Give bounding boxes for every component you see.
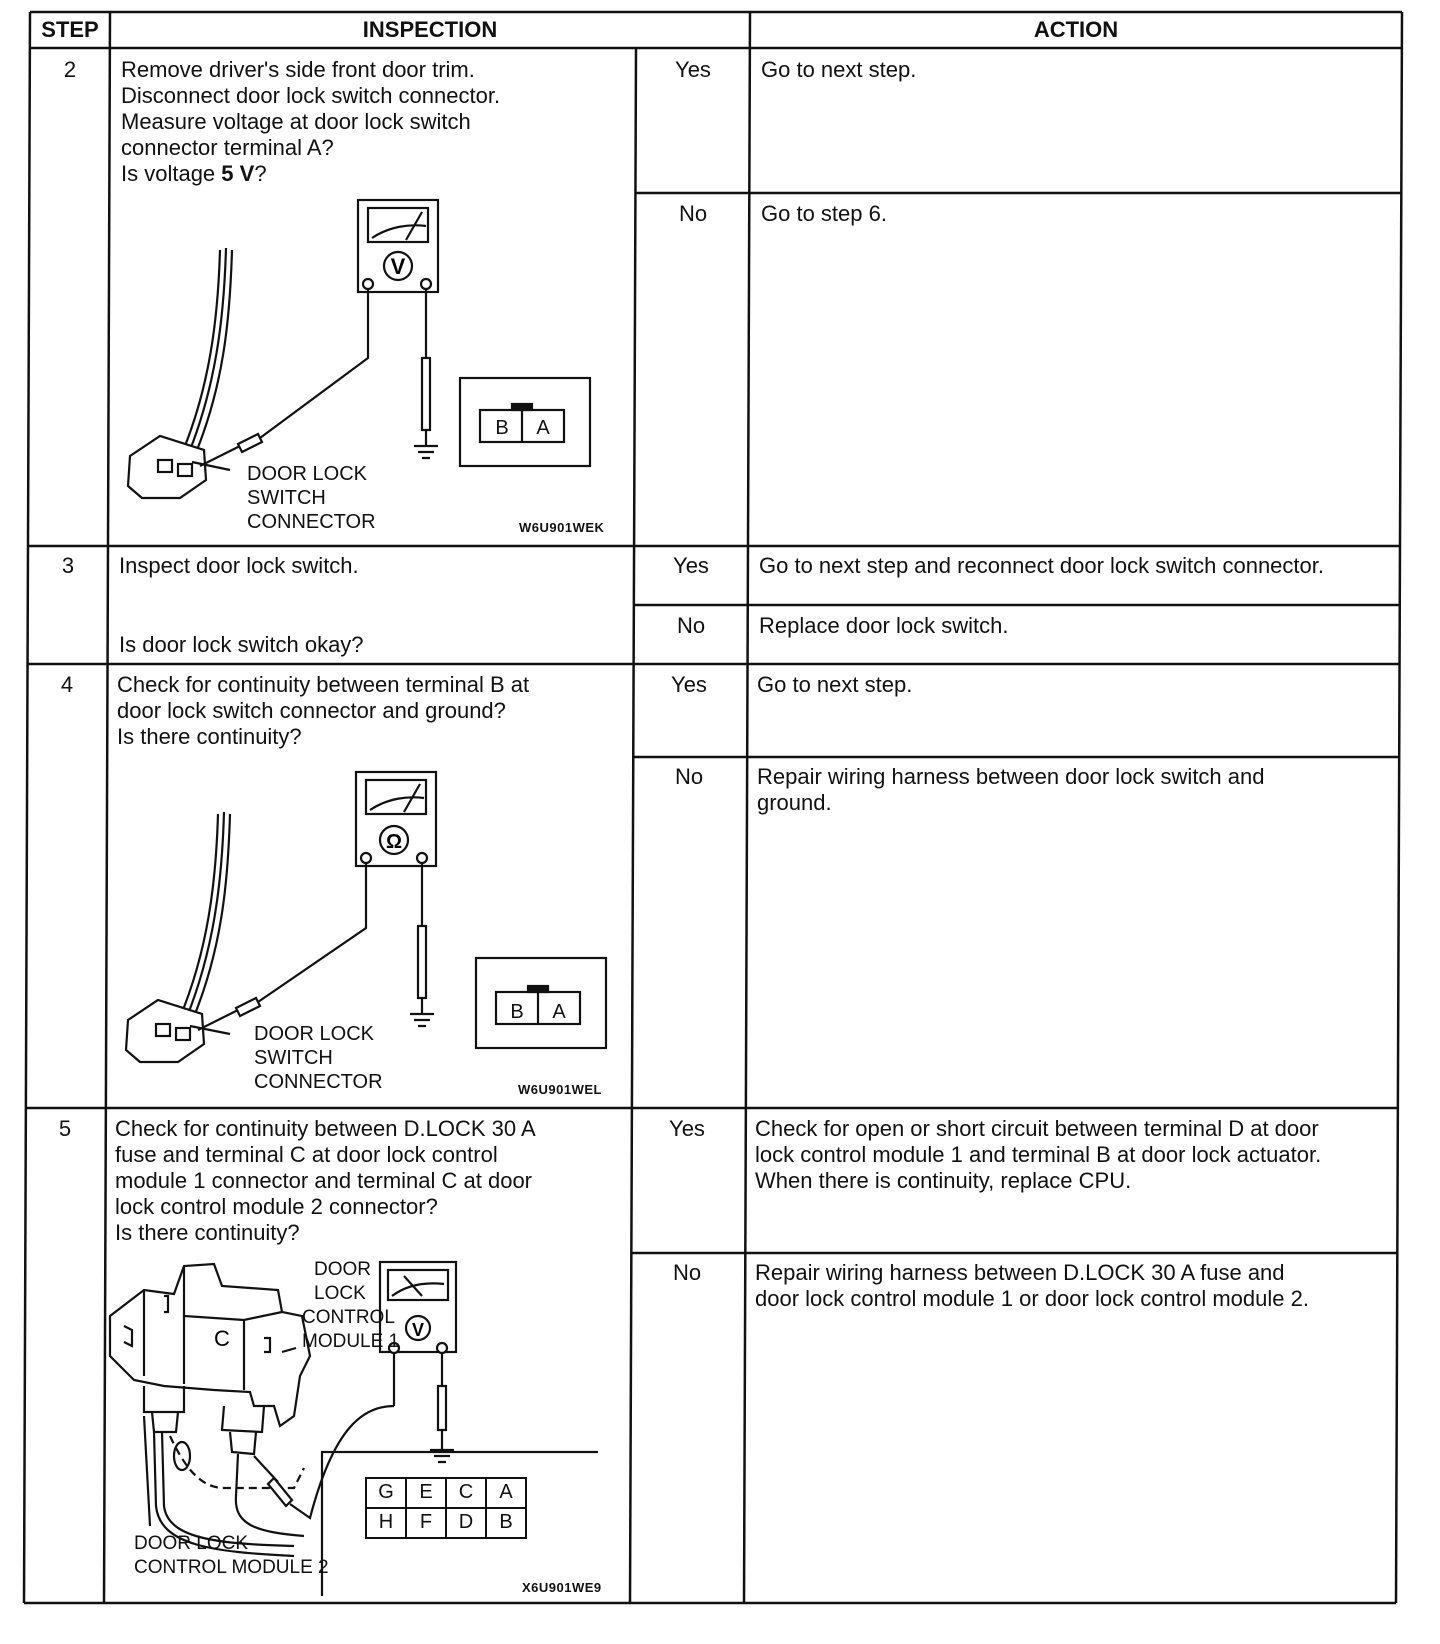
figure-label: SWITCH (254, 1047, 333, 1069)
pin-label: B (495, 417, 509, 439)
meter-symbol: V (390, 254, 406, 279)
inspection-question: Is door lock switch okay? (119, 632, 364, 657)
pin-label: F (419, 1511, 433, 1533)
step-number: 3 (61, 553, 75, 578)
yes-action: Go to next step and reconnect door lock switch connector. (759, 553, 1324, 578)
inspection-line: fuse and terminal C at door lock control (115, 1142, 498, 1167)
no-action: Go to step 6. (761, 201, 887, 226)
yes-action: Check for open or short circuit between terminal D at door (755, 1116, 1319, 1141)
inspection-line: Remove driver's side front door trim. (121, 57, 475, 82)
inspection-line: Inspect door lock switch. (119, 553, 359, 578)
no-label: No (678, 201, 708, 226)
inspection-line: lock control module 2 connector? (115, 1194, 438, 1219)
pin-label: C (458, 1481, 474, 1503)
no-action: Replace door lock switch. (759, 613, 1009, 638)
meter-symbol: V (411, 1320, 425, 1340)
inspection-line: module 1 connector and terminal C at door (115, 1168, 533, 1193)
header-step: STEP (41, 17, 99, 42)
ohmmeter-test-figure (120, 768, 620, 1108)
figure-code: W6U901WEL (518, 1082, 602, 1097)
pin-label: A (552, 1001, 566, 1023)
inspection-line: door lock switch connector and ground? (117, 698, 506, 723)
figure-label: DOOR LOCK (247, 463, 368, 485)
header-inspection: INSPECTION (362, 17, 498, 42)
yes-action: When there is continuity, replace CPU. (755, 1168, 1132, 1193)
figure-label: CONNECTOR (254, 1071, 383, 1093)
no-action: ground. (757, 790, 832, 815)
figure-label: DOOR (314, 1259, 371, 1280)
yes-action: Go to next step. (757, 672, 913, 697)
no-label: No (672, 1260, 702, 1285)
pin-label: D (458, 1511, 474, 1533)
step-number: 2 (63, 57, 77, 82)
no-action: door lock control module 1 or door lock control module 2. (755, 1286, 1309, 1311)
yes-label: Yes (671, 672, 707, 697)
yes-label: Yes (669, 1116, 705, 1141)
inspection-line: Is there continuity? (117, 724, 302, 749)
step-number: 5 (58, 1116, 72, 1141)
meter-symbol: Ω (385, 831, 403, 853)
figure-label: DOOR LOCK (134, 1533, 249, 1554)
inspection-line: Check for continuity between terminal B at (117, 672, 530, 697)
pin-label: B (499, 1511, 513, 1533)
figure-code: X6U901WE9 (522, 1580, 602, 1595)
inspection-line: connector terminal A? (121, 135, 334, 160)
step-number: 4 (60, 672, 74, 697)
inspection-line: Check for continuity between D.LOCK 30 A (115, 1116, 536, 1141)
pin-label: A (499, 1481, 513, 1503)
voltmeter-test-figure (120, 198, 620, 538)
figure-code: W6U901WEK (519, 520, 605, 535)
figure-label: CONNECTOR (247, 511, 376, 533)
inspection-line: Measure voltage at door lock switch (121, 109, 471, 134)
figure-label: LOCK (314, 1283, 366, 1304)
inspection-line: Disconnect door lock switch connector. (121, 83, 501, 108)
pin-label: B (510, 1001, 524, 1023)
pin-label: H (378, 1511, 394, 1533)
figure-label: CONTROL MODULE 2 (134, 1557, 329, 1578)
no-action: Repair wiring harness between D.LOCK 30 A fuse and (755, 1260, 1285, 1285)
figure-label: SWITCH (247, 487, 326, 509)
no-action: Repair wiring harness between door lock switch and (757, 764, 1265, 789)
inspection-line: Is there continuity? (115, 1220, 300, 1245)
inspection-question: Is voltage 5 V? (121, 161, 267, 186)
figure-label: MODULE 1 (302, 1331, 400, 1352)
no-label: No (676, 613, 706, 638)
block-letter: C (214, 1326, 230, 1351)
yes-label: Yes (675, 57, 711, 82)
figure-label: DOOR LOCK (254, 1023, 375, 1045)
header-action: ACTION (1033, 17, 1119, 42)
pin-label: G (378, 1481, 394, 1503)
pin-label: E (419, 1481, 433, 1503)
no-label: No (674, 764, 704, 789)
yes-label: Yes (673, 553, 709, 578)
yes-action: Go to next step. (761, 57, 917, 82)
yes-action: lock control module 1 and terminal B at door lock actuator. (755, 1142, 1322, 1167)
pin-label: A (536, 417, 550, 439)
figure-label: CONTROL (302, 1307, 395, 1328)
